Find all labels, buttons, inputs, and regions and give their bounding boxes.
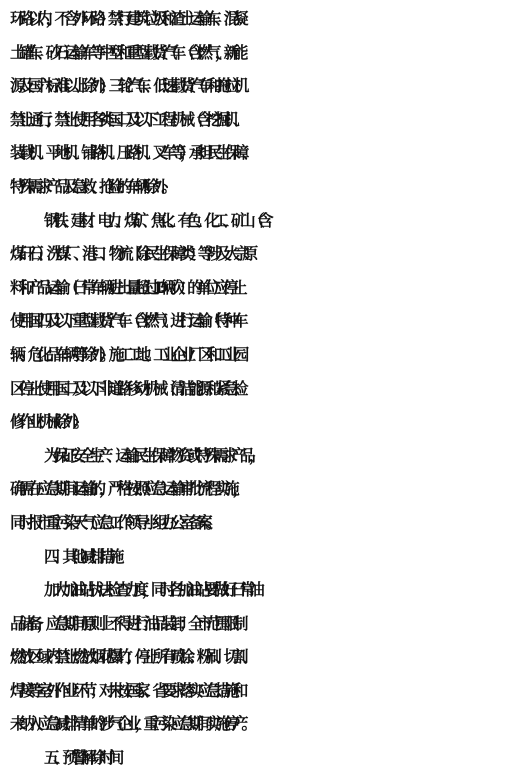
section-heading: 五、预警解除时间: [44, 748, 118, 768]
text-line: 区停止使用国二及以下非道路移动机械（清洁能源和紧急检: [10, 378, 242, 398]
text-line: 源及国六标准以上除外）；三轮汽车、低速载货汽车和拖拉机: [10, 76, 243, 96]
text-line: 装载机、平地机、铺路机、压路机、叉车等），承担民生保障、: [10, 143, 252, 163]
document-page: [10, 2, 520, 775]
text-line: 修作业机械除外）。: [10, 412, 83, 432]
text-line: 未纳入应急减排清单的涉气企业，重污染应急期间实施停产。: [10, 714, 251, 734]
text-line: 确需在应急期间运输的，严格按照应急运输审批流程实施，: [10, 479, 242, 499]
text-line: 加大加油站执法检查力度，同时各加油站要做好日常油: [44, 580, 258, 600]
text-line: 禁止通行；禁止使用各类国二及以下工程机械（含挖掘机、: [10, 109, 242, 129]
text-line: 煤矸石）、洗煤厂、港口、物流（除民生保障类）等涉及大宗原: [10, 244, 252, 264]
text-line: 辆、危化品车辆等除外）。施工工地、工业企业厂区和工业园: [10, 344, 243, 364]
section-heading: 四、其他减排措施: [44, 546, 118, 566]
text-line: 使用国四及以下重型载货汽车（含燃气）进行运输（特种车: [10, 311, 242, 331]
text-line: 同时报市重污染天气应急工作领导小组办公室备案。: [10, 512, 215, 532]
text-line: 为保证安全生产、运输民生保障物资或特殊需求产品，: [44, 445, 258, 465]
text-line: 品储备，应急期间原则上不得进行油品装卸；全市范围限制: [10, 613, 242, 633]
text-line: 环路以内，不含外环路）禁行建筑垃圾和渣土运输车、混凝: [10, 9, 242, 28]
text-line: 焊接等室外作业环节；对未按国家、省要求落实应急措施和: [10, 680, 242, 700]
text-line: 土罐车、砂石运输车等中型和重型载货汽车（含燃气，新能: [10, 42, 242, 62]
text-line: 料和产品运输（日常车辆进出量超过10辆次）的单位应停止: [10, 277, 241, 297]
text-line: 燃放区域内禁止燃放烟花爆竹；停止所有喷涂、粉刷、切割、: [10, 647, 251, 667]
text-line: 钢铁、建材、电力、煤矿、焦化、有色、化工、矿山（含: [44, 210, 267, 230]
text-line: 特殊需求产品及急救、抢险的车辆除外。: [10, 176, 171, 196]
